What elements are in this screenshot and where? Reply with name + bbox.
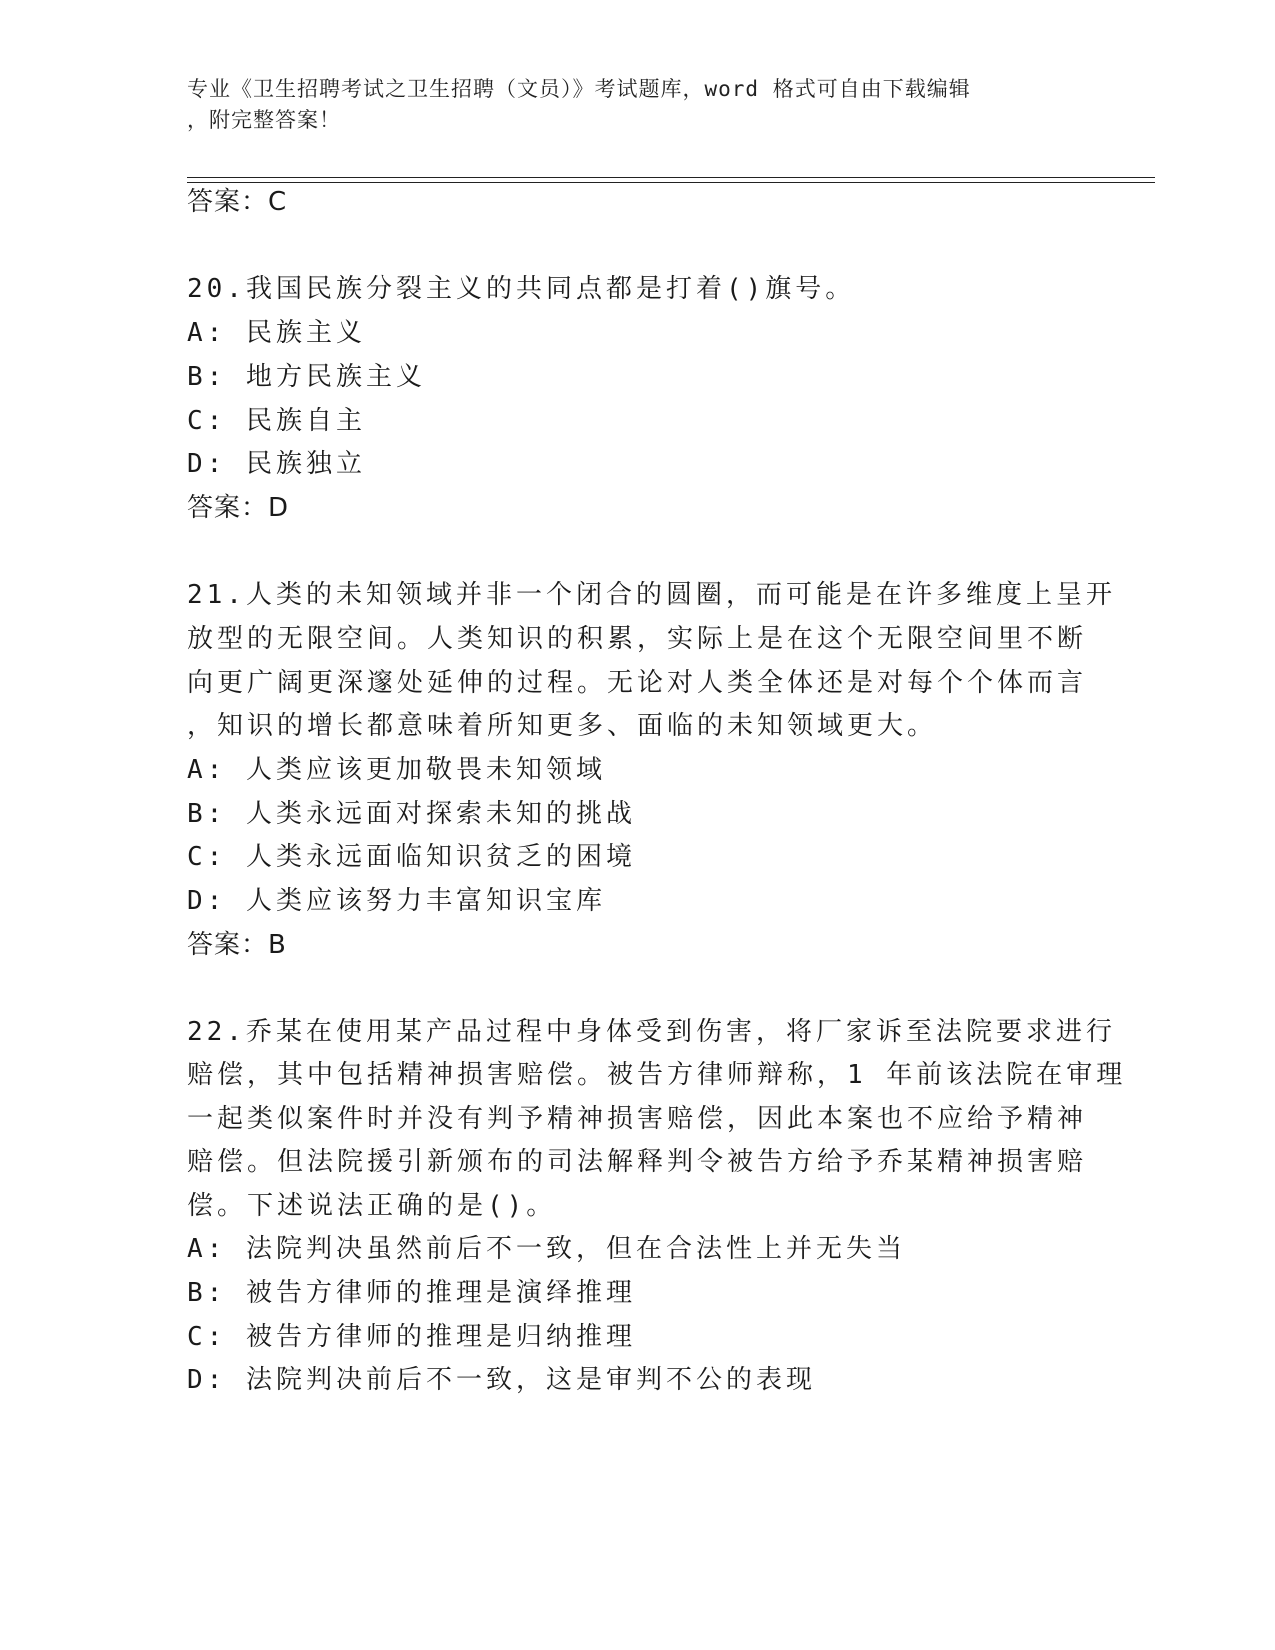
question-20-answer: 答案：D	[187, 493, 290, 523]
question-22-stem-line-5: 偿。下述说法正确的是()。	[187, 1191, 557, 1221]
question-22-stem-line-3: 一起类似案件时并没有判予精神损害赔偿，因此本案也不应给予精神	[187, 1104, 1088, 1134]
question-21-option-c: C: 人类永远面临知识贫乏的困境	[187, 842, 636, 872]
question-22-stem-line-4: 赔偿。但法院援引新颁布的司法解释判令被告方给予乔某精神损害赔	[187, 1147, 1088, 1177]
question-21-stem-line-4: ，知识的增长都意味着所知更多、面临的未知领域更大。	[187, 711, 938, 741]
question-22-option-b: B: 被告方律师的推理是演绎推理	[187, 1278, 636, 1308]
question-20-stem: 20.我国民族分裂主义的共同点都是打着()旗号。	[187, 274, 856, 304]
question-21-stem-line-1: 21.人类的未知领域并非一个闭合的圆圈，而可能是在许多维度上呈开	[187, 580, 1116, 610]
header-divider-bottom	[187, 182, 1155, 183]
header-divider-top	[187, 177, 1155, 178]
question-21-option-d: D: 人类应该努力丰富知识宝库	[187, 886, 606, 916]
question-21-stem-line-3: 向更广阔更深邃处延伸的过程。无论对人类全体还是对每个个体而言	[187, 668, 1088, 698]
question-20-option-a: A: 民族主义	[187, 318, 366, 348]
question-21-option-b: B: 人类永远面对探索未知的挑战	[187, 799, 636, 829]
question-22-stem-line-1: 22.乔某在使用某产品过程中身体受到伤害，将厂家诉至法院要求进行	[187, 1017, 1116, 1047]
previous-answer: 答案：C	[187, 187, 288, 217]
question-20-option-c: C: 民族自主	[187, 406, 366, 436]
question-21-answer: 答案：B	[187, 930, 287, 960]
question-20-option-d: D: 民族独立	[187, 449, 366, 479]
header-line-1: 专业《卫生招聘考试之卫生招聘（文员）》考试题库，word 格式可自由下载编辑	[187, 77, 971, 101]
question-22-option-c: C: 被告方律师的推理是归纳推理	[187, 1322, 636, 1352]
question-21-option-a: A: 人类应该更加敬畏未知领域	[187, 755, 606, 785]
header-line-2: ，附完整答案！	[187, 108, 341, 132]
question-22-option-d: D: 法院判决前后不一致，这是审判不公的表现	[187, 1365, 816, 1395]
question-22-stem-line-2: 赔偿，其中包括精神损害赔偿。被告方律师辩称，1 年前该法院在审理	[187, 1060, 1127, 1090]
question-20-option-b: B: 地方民族主义	[187, 362, 426, 392]
question-21-stem-line-2: 放型的无限空间。人类知识的积累，实际上是在这个无限空间里不断	[187, 624, 1088, 654]
document-header	[187, 74, 1067, 136]
question-22-option-a: A: 法院判决虽然前后不一致，但在合法性上并无失当	[187, 1234, 906, 1264]
